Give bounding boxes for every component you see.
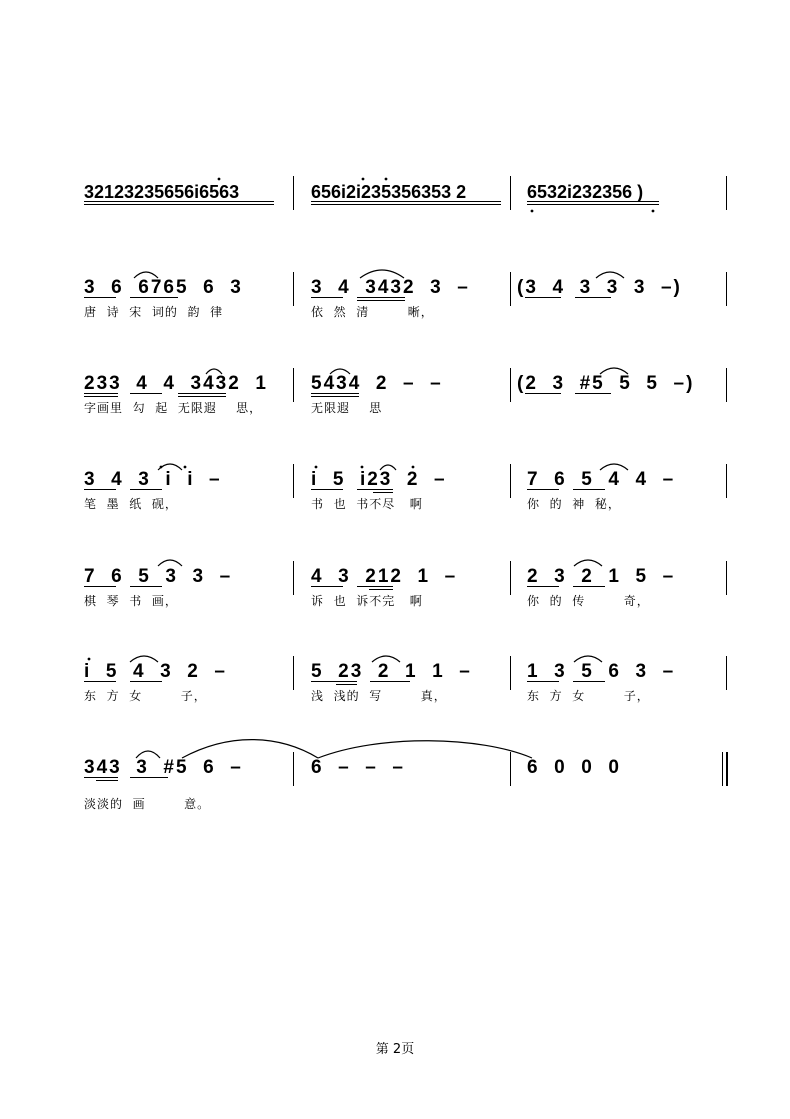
row5-beam-d: [357, 586, 393, 587]
row6-measure2-lyrics: 浅 浅的 写 真，: [311, 689, 447, 703]
row6-beam-f: [573, 681, 605, 682]
row1-m2-beam-2: [311, 204, 501, 205]
row1-barline3: [726, 176, 727, 210]
row1-high-dot: [218, 178, 221, 181]
row7-beam-a2: [96, 780, 118, 781]
row6-barline1: [293, 656, 294, 690]
row3-measure1-lyrics: 字画里 勾 起 无限遐 思，: [84, 401, 263, 415]
row4-high-dot-5: [412, 466, 415, 469]
row1-m3-beam-1: [527, 201, 659, 202]
row4-measure2-notes: i 5 i23 2 –: [311, 469, 447, 490]
row5-beam-c: [311, 586, 343, 587]
row4-beam-e: [527, 489, 559, 490]
row2-barline1: [293, 272, 294, 306]
row7-final-barline: [726, 752, 728, 786]
row6-measure1-lyrics: 东 方 女 子，: [84, 689, 207, 703]
row2-beam-e: [525, 297, 561, 298]
row3-beam-e: [525, 393, 561, 394]
row4-barline1: [293, 464, 294, 498]
row1-barline1: [293, 176, 294, 210]
row6-measure3-lyrics: 东 方 女 子，: [527, 689, 650, 703]
row2-beam-d: [357, 297, 405, 298]
row3-beam-c2: [178, 396, 226, 397]
row7-long-tie-2: [318, 741, 532, 758]
row4-high-dot-4: [361, 466, 364, 469]
row4-beam-a: [84, 489, 116, 490]
row1-m2-dot-1: [362, 178, 365, 181]
row6-measure1-notes: i 5 4 3 2 –: [84, 661, 227, 682]
row5-measure1-lyrics: 棋 琴 书 画，: [84, 594, 178, 608]
row2-barline2: [510, 272, 511, 306]
row4-barline3: [726, 464, 727, 498]
row5-beam-d2: [369, 589, 393, 590]
row2-measure3-notes: (3 4 3 3 3 –): [517, 277, 682, 298]
row5-measure2-lyrics: 诉 也 诉不完 啊: [311, 594, 423, 608]
row3-beam-c: [178, 393, 226, 394]
row2-beam-a: [84, 297, 116, 298]
row4-measure1-notes: 3 4 3 i i –: [84, 469, 222, 490]
row1-m1-beam-2: [84, 204, 274, 205]
row4-high-dot-1: [160, 466, 163, 469]
row5-measure3-lyrics: 你 的 传 奇，: [527, 594, 650, 608]
row3-barline2: [510, 368, 511, 402]
row4-high-dot-2: [184, 466, 187, 469]
row6-barline3: [726, 656, 727, 690]
row6-high-dot-1: [88, 658, 91, 661]
row3-beam-f: [575, 393, 611, 394]
row3-barline1: [293, 368, 294, 402]
row2-measure2-lyrics: 依 然 清 晰，: [311, 305, 434, 319]
row3-measure2-lyrics: 无限遐 思: [311, 401, 383, 415]
row3-measure2-notes: 5434 2 – –: [311, 373, 443, 394]
row5-measure3-notes: 2 3 2 1 5 –: [527, 566, 676, 587]
row5-beam-a: [84, 586, 116, 587]
row5-measure2-notes: 4 3 212 1 –: [311, 566, 458, 587]
row3-barline3: [726, 368, 727, 402]
row7-beam-a: [84, 777, 118, 778]
row6-beam-c: [311, 681, 357, 682]
row6-barline2: [510, 656, 511, 690]
row7-measure1-lyrics: 淡淡的 画 意。: [84, 797, 211, 811]
row4-measure3-notes: 7 6 5 4 4 –: [527, 469, 676, 490]
row2-measure2-notes: 3 4 3432 3 –: [311, 277, 470, 298]
row6-measure2-notes: 5 23 2 1 1 –: [311, 661, 472, 682]
row5-beam-e: [527, 586, 559, 587]
row7-long-tie-1: [182, 740, 318, 758]
row2-measure1-lyrics: 唐 诗 宋 词的 韵 律: [84, 305, 224, 319]
row3-measure3-notes: (2 3 #5 5 5 –): [517, 373, 695, 394]
row3-beam-a2: [84, 396, 118, 397]
row4-measure3-lyrics: 你 的 神 秘，: [527, 497, 621, 511]
page-number: 第 2页: [375, 1042, 415, 1057]
row1-m1-beam-1: [84, 201, 274, 202]
row6-beam-a: [84, 681, 116, 682]
row4-measure2-lyrics: 书 也 书不尽 啊: [311, 497, 423, 511]
row4-beam-d: [357, 489, 393, 490]
row2-barline3: [726, 272, 727, 306]
row1-m3-dot-1: [531, 210, 534, 213]
row7-measure3-notes: 6 0 0 0: [527, 757, 621, 778]
row5-barline1: [293, 561, 294, 595]
row7-barline2: [510, 752, 511, 786]
row7-barline1: [293, 752, 294, 786]
row1-m2-dot-2: [385, 178, 388, 181]
row2-beam-b: [130, 297, 178, 298]
row5-beam-f: [573, 586, 605, 587]
row1-barline2: [510, 176, 511, 210]
row1-measure1-notes: 32123235656i6563: [84, 182, 240, 202]
row4-measure1-lyrics: 笔 墨 纸 砚，: [84, 497, 178, 511]
row2-beam-d2: [357, 300, 405, 301]
row1-m3-beam-2: [527, 204, 659, 205]
row6-measure3-notes: 1 3 5 6 3 –: [527, 661, 676, 682]
row6-beam-c2: [336, 684, 357, 685]
row7-measure1-notes: 343 3 #5 6 –: [84, 757, 243, 778]
row1-measure2-notes: 656i2i235356353 2: [311, 182, 467, 202]
row3-beam-d: [311, 393, 359, 394]
row3-beam-d2: [311, 396, 359, 397]
row6-beam-e: [527, 681, 559, 682]
row5-barline3: [726, 561, 727, 595]
row4-beam-d2: [373, 492, 393, 493]
row2-beam-f: [575, 297, 611, 298]
row5-barline2: [510, 561, 511, 595]
row5-beam-b: [130, 586, 162, 587]
row3-beam-b: [130, 393, 162, 394]
row7-measure2-notes: 6 – – –: [311, 757, 405, 778]
row1-measure3-notes: 6532i232356 ): [527, 182, 644, 202]
row3-measure1-notes: 233 4 4 3432 1: [84, 373, 268, 394]
row2-measure1-notes: 3 6 6765 6 3: [84, 277, 243, 298]
row4-beam-f: [573, 489, 605, 490]
row6-beam-b: [130, 681, 162, 682]
row1-m3-dot-2: [652, 210, 655, 213]
row4-beam-b: [130, 489, 162, 490]
row4-barline2: [510, 464, 511, 498]
row3-beam-a: [84, 393, 118, 394]
row5-measure1-notes: 7 6 5 3 3 –: [84, 566, 233, 587]
row6-beam-d: [370, 681, 410, 682]
row4-beam-c: [311, 489, 343, 490]
row1-m2-beam-1: [311, 201, 501, 202]
row2-beam-c: [311, 297, 343, 298]
row4-high-dot-3: [315, 466, 318, 469]
row7-beam-b: [130, 777, 168, 778]
